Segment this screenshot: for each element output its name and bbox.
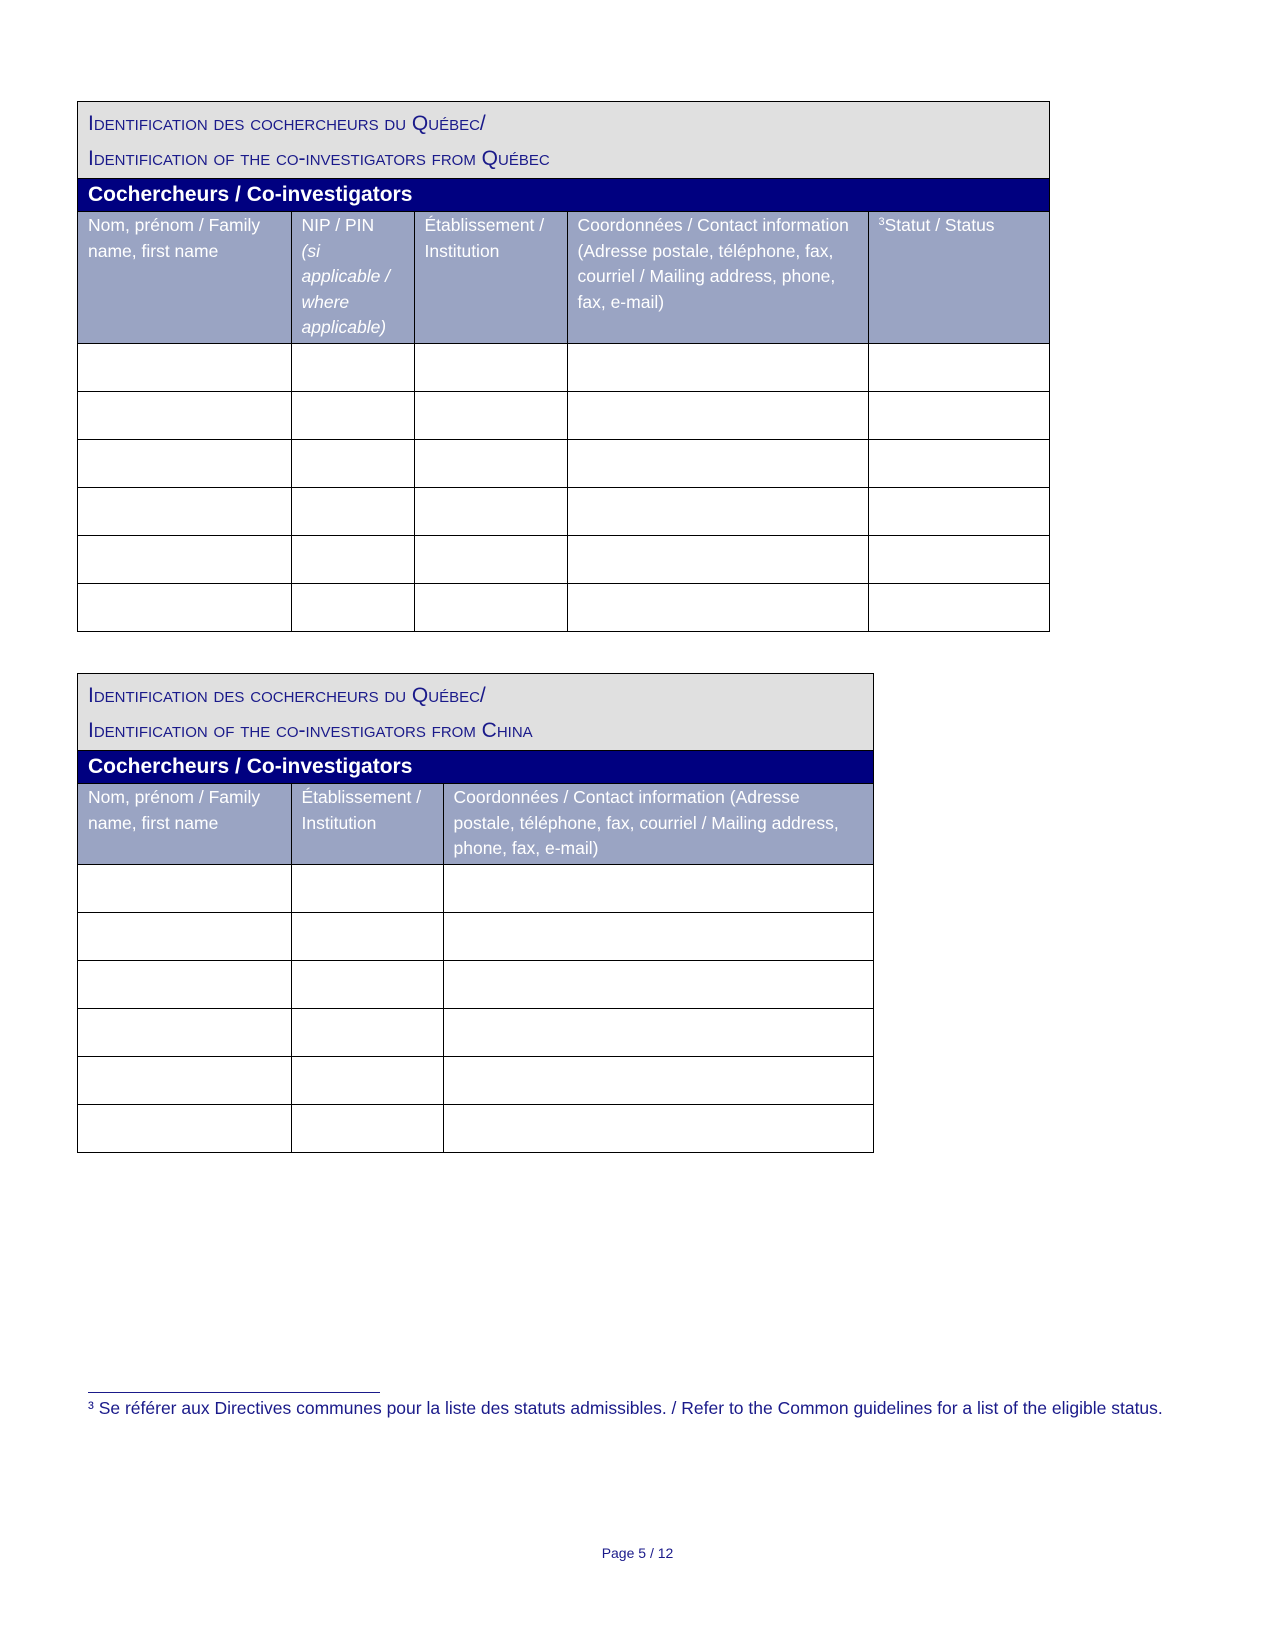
table-row <box>78 439 1049 487</box>
table-title <box>78 102 1049 179</box>
table-row <box>78 960 873 1008</box>
footnote-marker: ³ <box>88 1398 94 1418</box>
table-row <box>78 1008 873 1056</box>
input-cell[interactable] <box>78 864 291 912</box>
input-cell[interactable] <box>291 1056 443 1104</box>
input-cell[interactable] <box>868 487 1049 535</box>
pin-note: (si applicable / where applicable) <box>301 240 391 337</box>
input-cell[interactable] <box>414 535 567 583</box>
input-cell[interactable] <box>291 439 414 487</box>
input-cell[interactable] <box>868 535 1049 583</box>
section-band: Cochercheurs / Co-investigators <box>78 179 1049 212</box>
title-en: Identification of the co-investigators from China <box>88 719 533 742</box>
input-cell[interactable] <box>414 391 567 439</box>
table-row <box>78 864 873 912</box>
quebec-coinvestigators-table <box>77 101 1050 632</box>
input-cell[interactable] <box>868 439 1049 487</box>
table-row <box>78 487 1049 535</box>
input-cell[interactable] <box>78 960 291 1008</box>
input-cell[interactable] <box>414 583 567 631</box>
input-cell[interactable] <box>78 343 291 391</box>
col-header-name: Nom, prénom / Family name, first name <box>78 784 291 864</box>
footnote-text: Se référer aux Directives communes pour la liste des statuts admissibles. / Refer to the Common guidelines for a list of the eligible status. <box>93 1398 1163 1418</box>
input-cell[interactable] <box>567 487 868 535</box>
table-row <box>78 1104 873 1152</box>
input-cell[interactable] <box>414 487 567 535</box>
input-cell[interactable] <box>78 391 291 439</box>
table-row <box>78 535 1049 583</box>
col-header-contact: Coordonnées / Contact information (Adresse postale, téléphone, fax, courriel / Mailing address, phone, fax, e-mail) <box>443 784 873 864</box>
table-row <box>78 343 1049 391</box>
input-cell[interactable] <box>78 1104 291 1152</box>
input-cell[interactable] <box>78 1008 291 1056</box>
input-cell[interactable] <box>567 583 868 631</box>
input-cell[interactable] <box>567 343 868 391</box>
table-row <box>78 391 1049 439</box>
col-header-institution: Établissement / Institution <box>414 212 567 343</box>
col-header-contact: Coordonnées / Contact information (Adresse postale, téléphone, fax, courriel / Mailing address, phone, fax, e-mail) <box>567 212 868 343</box>
section-band: Cochercheurs / Co-investigators <box>78 751 873 784</box>
input-cell[interactable] <box>443 1104 873 1152</box>
input-cell[interactable] <box>291 912 443 960</box>
input-cell[interactable] <box>567 535 868 583</box>
input-cell[interactable] <box>868 391 1049 439</box>
input-cell[interactable] <box>291 1008 443 1056</box>
input-cell[interactable] <box>414 439 567 487</box>
col-header-institution: Établissement / Institution <box>291 784 443 864</box>
input-cell[interactable] <box>443 960 873 1008</box>
col-header-name: Nom, prénom / Family name, first name <box>78 212 291 343</box>
input-cell[interactable] <box>291 343 414 391</box>
input-cell[interactable] <box>414 343 567 391</box>
table-title <box>78 674 873 751</box>
input-cell[interactable] <box>443 1056 873 1104</box>
col-header-pin: NIP / PIN (si applicable / where applicable) <box>291 212 414 343</box>
footnote-separator <box>88 1392 380 1393</box>
input-cell[interactable] <box>443 912 873 960</box>
footnote <box>88 1396 1186 1421</box>
col-header-status: $^3$Statut / Status <box>868 212 1049 343</box>
input-cell[interactable] <box>291 535 414 583</box>
input-cell[interactable] <box>868 583 1049 631</box>
input-cell[interactable] <box>78 535 291 583</box>
input-cell[interactable] <box>567 391 868 439</box>
input-cell[interactable] <box>78 583 291 631</box>
input-cell[interactable] <box>291 391 414 439</box>
input-cell[interactable] <box>291 583 414 631</box>
input-cell[interactable] <box>291 1104 443 1152</box>
title-fr: Identification des cochercheurs du Québec/ <box>88 112 486 135</box>
input-cell[interactable] <box>868 343 1049 391</box>
input-cell[interactable] <box>291 960 443 1008</box>
title-en: Identification of the co-investigators from Québec <box>88 147 550 170</box>
input-cell[interactable] <box>78 439 291 487</box>
input-cell[interactable] <box>567 439 868 487</box>
table-row <box>78 583 1049 631</box>
title-fr: Identification des cochercheurs du Québec/ <box>88 684 486 707</box>
input-cell[interactable] <box>78 912 291 960</box>
input-cell[interactable] <box>78 1056 291 1104</box>
table-row <box>78 912 873 960</box>
input-cell[interactable] <box>443 1008 873 1056</box>
page-number: Page 5 / 12 <box>601 1545 674 1561</box>
input-cell[interactable] <box>443 864 873 912</box>
input-cell[interactable] <box>291 864 443 912</box>
table-row <box>78 1056 873 1104</box>
china-coinvestigators-table <box>77 673 874 1153</box>
input-cell[interactable] <box>291 487 414 535</box>
input-cell[interactable] <box>78 487 291 535</box>
